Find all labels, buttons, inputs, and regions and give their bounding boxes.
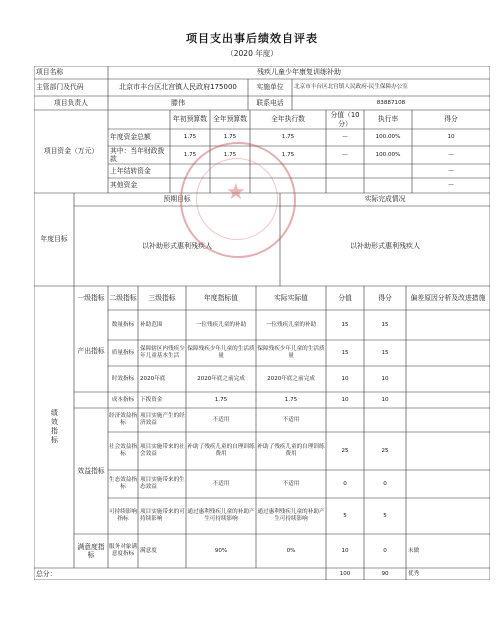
dept-value: 北京市丰台区北宫镇人民政府175000 <box>119 83 237 92</box>
form-year: （2020 年度） <box>226 49 278 58</box>
funds-row-other-got: — <box>448 182 454 188</box>
perf-row-3-l3: 下拨资金 <box>140 396 163 403</box>
perf-row-2-got: 10 <box>381 375 389 382</box>
perf-row-3-actual: 1.75 <box>284 396 298 403</box>
project-name-value: 残疾儿童少年康复训练补助 <box>257 68 341 77</box>
perf-row-7-score: 5 <box>343 512 347 519</box>
funds-row-fiscal-executed: 1.75 <box>281 151 295 158</box>
perf-row-8-score: 10 <box>341 547 349 554</box>
perf-header-l1: 一级指标 <box>77 293 105 302</box>
perf-row-8-note: 未做 <box>408 547 420 554</box>
funds-row-total-executed: 1.75 <box>281 134 295 140</box>
impl-value: 北京市丰台区北宫镇人民政府-民生保障办公室 <box>294 84 408 90</box>
owner-value: 滕伟 <box>171 98 185 107</box>
funds-row-total-got: 10 <box>447 134 455 140</box>
perf-row-0-got: 15 <box>381 321 389 328</box>
perf-row-3-got: 10 <box>381 396 389 403</box>
funds-row-total-label: 年度资金总额 <box>110 133 151 142</box>
perf-row-6-target: 不适用 <box>212 480 230 487</box>
perf-row-0-target: 一位残疾儿童的补助 <box>195 321 247 328</box>
perf-row-8-target: 90% <box>214 547 228 554</box>
perf-row-4-actual: 不适用 <box>282 416 300 423</box>
evaluation-table <box>34 66 490 580</box>
perf-row-6-got: 0 <box>383 480 387 487</box>
perf-row-2-target: 2020年底之前完成 <box>197 375 245 382</box>
perf-row-4-target: 不适用 <box>212 416 230 423</box>
funds-row-fiscal-got: — <box>448 151 454 158</box>
perf-row-7-l3: 项目实施带来的可持续影响 <box>140 509 185 522</box>
perf-row-8-l3: 满意度 <box>140 547 157 554</box>
total-got: 90 <box>381 570 389 577</box>
perf-row-3-target: 1.75 <box>214 396 228 403</box>
total-label: 总分： <box>36 569 57 578</box>
dept-label: 主管部门及代码 <box>36 83 84 92</box>
perf-row-2-l2: 时效指标 <box>111 375 135 382</box>
perf-header-target: 年度指标值 <box>204 293 238 302</box>
perf-row-1-target: 保障残疾少年儿童的生活质量 <box>187 346 255 359</box>
funds-row-total-rate: 100.00% <box>375 134 401 140</box>
project-name-label: 项目名称 <box>36 68 64 77</box>
perf-row-1-got: 15 <box>381 349 389 356</box>
total-score: 100 <box>339 570 351 577</box>
perf-row-5-got: 25 <box>381 447 389 454</box>
funds-label: 项目资金（万元） <box>43 147 99 156</box>
perf-row-7-target: 通过惠利残疾儿童的补助产生可持续影响 <box>187 509 255 522</box>
funds-row-fiscal-initial: 1.75 <box>183 151 197 158</box>
perf-row-4-l3: 项目实施产生的经济效益 <box>140 413 185 426</box>
goals-expected-header: 预期目标 <box>163 195 191 204</box>
goals-expected-text: 以补助形式惠利残疾人 <box>142 241 212 250</box>
impl-label: 实施单位 <box>256 83 284 92</box>
perf-row-5-score: 25 <box>341 447 349 454</box>
perf-row-5-l2: 社会效益指标 <box>109 444 137 457</box>
funds-row-fiscal-rate: 100.00% <box>375 151 401 158</box>
perf-row-8-l2: 服务对象满意度指标 <box>109 544 137 557</box>
perf-row-8-actual: 0% <box>286 547 296 554</box>
perf-row-1-actual: 保障残疾少年儿童的生活质量 <box>257 346 325 359</box>
perf-row-8-got: 0 <box>383 547 387 554</box>
funds-row-total-initial: 1.75 <box>183 134 197 140</box>
seal-star-icon: ★ <box>226 180 246 205</box>
funds-header-executed: 全年执行数 <box>271 115 305 124</box>
perf-header-actual: 实际实际值 <box>274 293 308 302</box>
perf-effect-label: 效益指标 <box>77 466 105 475</box>
perf-row-7-actual: 通过惠利残疾儿童的补助产生可持续影响 <box>257 509 325 522</box>
perf-row-6-l3: 项目实施带来的生态效益 <box>140 477 185 490</box>
perf-label: 绩效指标 <box>50 409 59 445</box>
perf-row-0-actual: 一位残疾儿童的补助 <box>265 321 317 328</box>
perf-header-got: 得分 <box>378 293 392 302</box>
perf-row-7-l2: 可持续影响指标 <box>109 509 137 522</box>
funds-row-other-label: 其他资金 <box>110 181 138 190</box>
perf-row-1-l2: 质量指标 <box>111 349 135 356</box>
perf-row-6-actual: 不适用 <box>282 480 300 487</box>
perf-header-note: 偏差原因分析及改进措施 <box>410 293 486 302</box>
perf-satisfaction-label: 满意度指标 <box>77 542 105 559</box>
funds-header-initial: 年初预算数 <box>173 115 207 124</box>
funds-row-carryover-label: 上年结转资金 <box>110 166 151 175</box>
perf-header-l3: 三级指标 <box>148 293 176 302</box>
total-grade: 优秀 <box>408 570 420 577</box>
perf-header-score: 分值 <box>338 293 352 302</box>
funds-row-fiscal-annual: 1.75 <box>223 151 237 158</box>
phone-label: 联系电话 <box>256 98 284 107</box>
goals-actual-text: 以补助形式惠利残疾人 <box>350 241 420 250</box>
funds-row-fiscal-score: — <box>342 151 348 158</box>
perf-row-3-score: 10 <box>341 396 349 403</box>
perf-row-4-l2: 经济效益指标 <box>109 413 137 426</box>
perf-output-label: 产出指标 <box>77 346 105 355</box>
owner-label: 项目负责人 <box>54 98 88 107</box>
funds-header-rate: 执行率 <box>377 115 399 124</box>
perf-row-1-score: 15 <box>341 349 349 356</box>
perf-row-2-actual: 2020年底之前完成 <box>267 375 315 382</box>
phone-value: 83887108 <box>376 99 406 106</box>
perf-row-6-l2: 生态效益指标 <box>109 477 137 490</box>
funds-row-total-annual: 1.75 <box>223 134 237 140</box>
perf-row-0-l3: 补助范围 <box>140 321 163 328</box>
funds-row-carryover-got: — <box>448 167 454 174</box>
goals-label: 年度目标 <box>40 235 68 244</box>
perf-row-2-l3: 2020年底 <box>140 375 166 382</box>
perf-row-5-target: 补助了残疾儿童的自理训练费用 <box>187 444 255 457</box>
funds-header-got: 得分 <box>444 115 458 124</box>
funds-header-annual: 全年预算数 <box>213 115 247 124</box>
perf-row-0-l2: 数量指标 <box>111 321 135 328</box>
perf-header-l2: 二级指标 <box>109 293 137 302</box>
funds-header-score: 分值（10分） <box>330 111 360 128</box>
perf-row-1-l3: 保障辖区内残疾少年儿童基本生活 <box>140 346 185 359</box>
perf-row-3-l2: 成本指标 <box>111 396 135 403</box>
perf-row-0-score: 15 <box>341 321 349 328</box>
perf-row-6-score: 0 <box>343 480 347 487</box>
goals-actual-header: 实际完成情况 <box>364 195 406 204</box>
funds-row-total-score: — <box>342 134 348 140</box>
perf-row-7-got: 5 <box>383 512 387 519</box>
form-title: 项目支出事后绩效自评表 <box>186 32 318 45</box>
perf-row-2-score: 10 <box>341 375 349 382</box>
funds-row-fiscal-label: 其中：当年财政拨款 <box>110 146 165 163</box>
perf-row-5-actual: 补助了残疾儿童的自理训练费用 <box>257 444 325 457</box>
perf-row-5-l3: 项目实施带来的社会效益 <box>140 444 185 457</box>
